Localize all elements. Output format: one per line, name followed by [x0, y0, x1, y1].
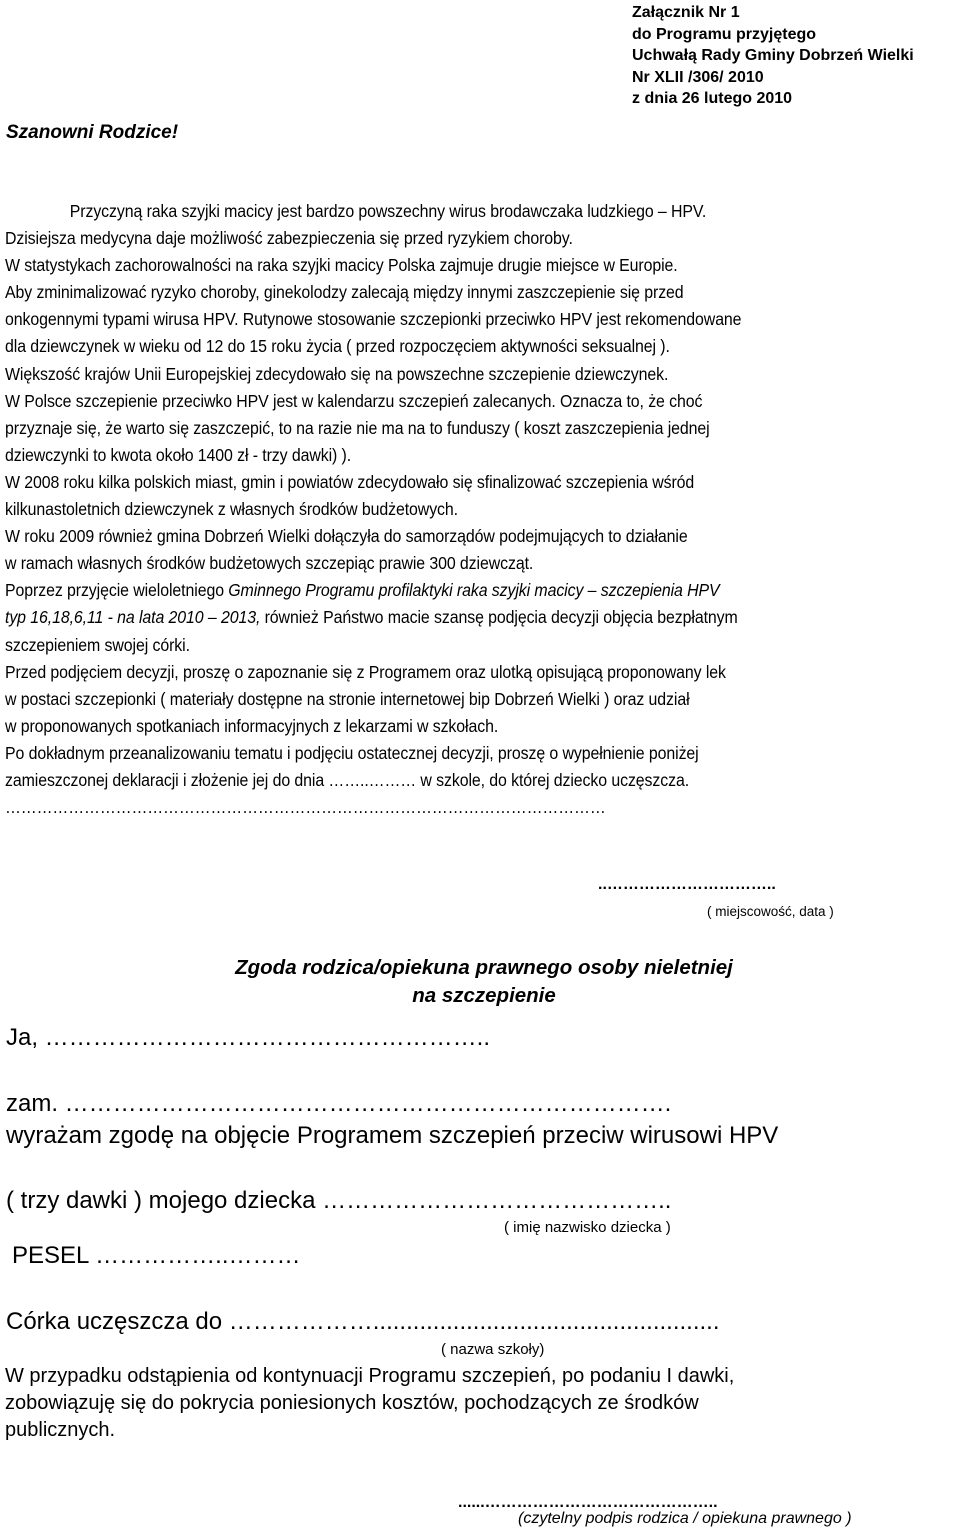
letter-line: Przyczyną raka szyjki macicy jest bardzo powszechny wirus brodawczaka ludzkiego – HPV. — [69, 201, 707, 221]
letter-line: zamieszczonej deklaracji i złożenie jej do dnia ……..……… w szkole, do której dziecko uczęszcza. — [5, 769, 690, 790]
date-caption: ( miejscowość, data ) — [707, 904, 834, 919]
letter-line: szczepieniem swojej córki. — [5, 634, 190, 655]
letter-text: również Państwo macie szansę podjęcia decyzji objęcia bezpłatnym — [260, 607, 738, 628]
letter-line: W roku 2009 również gmina Dobrzeń Wielki dołączyła do samorządów podejmujących to działanie — [5, 526, 688, 547]
clause-line: zobowiązuję się do pokrycia poniesionych kosztów, pochodzących ze środków — [5, 1392, 699, 1414]
letter-line: w ramach własnych środków budżetowych szczepiąc prawie 300 dziewcząt. — [5, 553, 534, 574]
letter-line: …………………………………………………………………………………………………… — [5, 797, 606, 818]
annex-line: Nr XLII /306/ 2010 — [632, 68, 764, 86]
letter-body — [5, 198, 884, 821]
letter-line: przyznaje się, że warto się zaszczepić, to na razie nie ma na to funduszy ( koszt zaszczepienia jednej — [5, 417, 710, 438]
letter-line: Większość krajów Unii Europejskiej zdecydowało się na powszechne szczepienie dziewczynek. — [5, 363, 669, 384]
letter-line: W statystykach zachorowalności na raka szyjki macicy Polska zajmuje drugie miejsce w Europie. — [5, 255, 678, 276]
letter-line: kilkunastoletnich dziewczynek z własnych środków budżetowych. — [5, 499, 458, 520]
address-field[interactable]: zam. …………………………………………………………………. — [6, 1090, 672, 1117]
consent-title-line: na szczepienie — [412, 984, 556, 1007]
letter-line: Dzisiejsza medycyna daje możliwość zabezpieczenia się przed ryzykiem choroby. — [5, 228, 573, 249]
letter-line: W 2008 roku kilka polskich miast, gmin i powiatów zdecydowało się sfinalizować szczepienia wśród — [5, 471, 695, 492]
signature-caption: (czytelny podpis rodzica / opiekuna prawnego ) — [518, 1510, 852, 1527]
program-name: Gminnego Programu profilaktyki raka szyjki macicy – szczepienia HPV — [228, 580, 720, 601]
letter-line: Przed podjęciem decyzji, proszę o zapoznanie się z Programem oraz ulotką opisującą proponowany lek — [5, 661, 726, 682]
program-years: typ 16,18,6,11 - na lata 2010 – 2013, — [5, 607, 261, 628]
letter-line: dla dziewczynek w wieku od 12 do 15 roku życia ( przed rozpoczęciem aktywności seksualnej ). — [5, 336, 670, 357]
child-name-caption: ( imię nazwisko dziecka ) — [504, 1219, 671, 1236]
school-field[interactable]: Córka uczęszcza do ……………….................................................... — [6, 1308, 720, 1335]
name-field[interactable]: Ja, ……………………………………………….. — [6, 1024, 491, 1051]
letter-line — [5, 577, 884, 604]
letter-line: Aby zminimalizować ryzyko choroby, ginekolodzy zalecają między innymi zaszczepienie się przed — [5, 282, 684, 303]
consent-title — [180, 954, 788, 1010]
letter-line: Po dokładnym przeanalizowaniu tematu i podjęciu ostatecznej decyzji, proszę o wypełnienie poniżej — [5, 742, 699, 763]
clause-line: W przypadku odstąpienia od kontynuacji Programu szczepień, po podaniu I dawki, — [5, 1365, 735, 1387]
consent-title-line: Zgoda rodzica/opiekuna prawnego osoby nieletniej — [235, 956, 733, 979]
annex-header — [632, 2, 914, 110]
letter-line: w postaci szczepionki ( materiały dostępne na stronie internetowej bip Dobrzeń Wielki ) oraz udział — [5, 688, 690, 709]
letter-line: w proponowanych spotkaniach informacyjnych z lekarzami w szkołach. — [5, 715, 499, 736]
child-name-field[interactable]: ( trzy dawki ) mojego dziecka …………………………………….. — [6, 1187, 672, 1214]
letter-line: W Polsce szczepienie przeciwko HPV jest w kalendarzu szczepień zalecanych. Oznacza to, że choć — [5, 390, 703, 411]
annex-line: do Programu przyjętego — [632, 25, 817, 43]
letter-line: onkogennymi typami wirusa HPV. Rutynowe stosowanie szczepionki przeciwko HPV jest rekomendowane — [5, 309, 742, 330]
date-field[interactable]: ..………………………….. — [598, 876, 776, 893]
withdrawal-clause — [5, 1363, 955, 1444]
letter-line: dziewczynki to kwota około 1400 zł - trzy dawki) ). — [5, 444, 352, 465]
consent-statement: wyrażam zgodę na objęcie Programem szczepień przeciw wirusowi HPV — [6, 1122, 779, 1149]
annex-line: z dnia 26 lutego 2010 — [632, 90, 793, 107]
pesel-field[interactable]: PESEL ……………..……… — [12, 1242, 301, 1269]
annex-line: Załącznik Nr 1 — [632, 4, 740, 21]
letter-line — [5, 604, 884, 631]
letter-text: Poprzez przyjęcie wieloletniego — [5, 580, 229, 601]
clause-line: publicznych. — [5, 1419, 116, 1441]
school-caption: ( nazwa szkoły) — [441, 1341, 545, 1358]
annex-line: Uchwałą Rady Gminy Dobrzeń Wielki — [632, 47, 914, 64]
greeting: Szanowni Rodzice! — [6, 122, 179, 143]
signature-field[interactable]: ......…………………………………….. — [458, 1494, 718, 1511]
